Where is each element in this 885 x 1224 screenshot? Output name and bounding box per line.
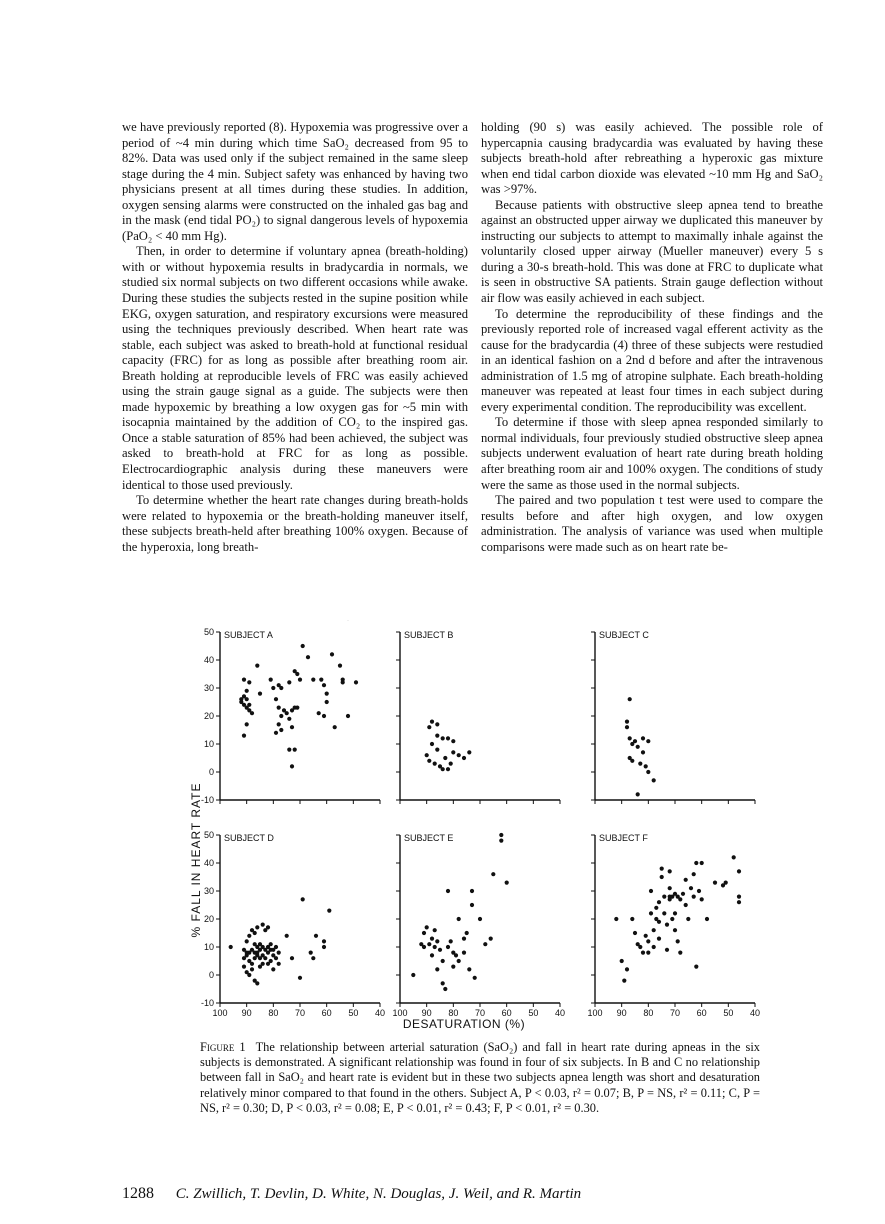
data-point bbox=[470, 889, 474, 893]
data-point bbox=[446, 889, 450, 893]
data-point bbox=[684, 878, 688, 882]
data-point bbox=[638, 945, 642, 949]
data-point bbox=[322, 683, 326, 687]
panel-title: SUBJECT C bbox=[599, 630, 649, 640]
x-tick-label: 60 bbox=[501, 1008, 512, 1018]
data-point bbox=[732, 855, 736, 859]
data-point bbox=[354, 680, 358, 684]
data-point bbox=[654, 906, 658, 910]
data-point bbox=[681, 892, 685, 896]
data-point bbox=[478, 917, 482, 921]
data-point bbox=[422, 931, 426, 935]
data-point bbox=[261, 923, 265, 927]
data-point bbox=[255, 664, 259, 668]
paragraph: The paired and two population t test were used to compare the results before and after high oxygen, and low oxygen administration. The analysis of variance was used when multiple comparisons were made such as on heart rate be- bbox=[481, 493, 823, 554]
data-point bbox=[697, 889, 701, 893]
data-point bbox=[644, 764, 648, 768]
data-point bbox=[290, 764, 294, 768]
data-point bbox=[317, 711, 321, 715]
data-point bbox=[470, 903, 474, 907]
scatter-panel bbox=[587, 833, 760, 1018]
data-point bbox=[322, 945, 326, 949]
data-point bbox=[636, 792, 640, 796]
data-point bbox=[673, 911, 677, 915]
right-column bbox=[481, 120, 823, 555]
data-point bbox=[309, 951, 313, 955]
data-point bbox=[451, 739, 455, 743]
data-point bbox=[425, 925, 429, 929]
data-point bbox=[451, 750, 455, 754]
data-point bbox=[274, 956, 278, 960]
scatter-panel bbox=[396, 630, 560, 804]
data-point bbox=[505, 881, 509, 885]
data-point bbox=[705, 917, 709, 921]
data-point bbox=[686, 917, 690, 921]
data-point bbox=[646, 739, 650, 743]
panels bbox=[201, 620, 760, 1018]
data-point bbox=[247, 973, 251, 977]
x-tick-label: 40 bbox=[554, 1008, 566, 1018]
y-tick-label: 0 bbox=[208, 767, 214, 777]
data-point bbox=[646, 770, 650, 774]
data-point bbox=[630, 917, 634, 921]
data-point bbox=[430, 953, 434, 957]
data-point bbox=[435, 748, 439, 752]
data-point bbox=[620, 959, 624, 963]
data-point bbox=[641, 750, 645, 754]
paragraph: To determine whether the heart rate changes during breath-holds were related to hypoxemia or the breath-holding maneuver itself, these subjects breath-held after breathing 100% oxygen. Because of the hyperoxia, long breath- bbox=[122, 493, 468, 554]
data-point bbox=[311, 678, 315, 682]
data-point bbox=[692, 895, 696, 899]
data-point bbox=[266, 925, 270, 929]
data-point bbox=[499, 833, 503, 837]
data-point bbox=[657, 937, 661, 941]
data-point bbox=[451, 965, 455, 969]
data-point bbox=[670, 917, 674, 921]
data-point bbox=[287, 680, 291, 684]
data-point bbox=[446, 945, 450, 949]
data-point bbox=[665, 948, 669, 952]
data-point bbox=[737, 900, 741, 904]
data-point bbox=[298, 976, 302, 980]
data-point bbox=[263, 956, 267, 960]
data-point bbox=[449, 762, 453, 766]
data-point bbox=[614, 917, 618, 921]
data-point bbox=[285, 934, 289, 938]
data-point bbox=[694, 861, 698, 865]
x-tick-label: 60 bbox=[321, 1008, 332, 1018]
x-tick-label: 100 bbox=[587, 1008, 603, 1018]
data-point bbox=[433, 945, 437, 949]
y-axis-label: % FALL IN HEART RATE bbox=[189, 782, 203, 938]
data-point bbox=[250, 962, 254, 966]
data-point bbox=[242, 678, 246, 682]
data-point bbox=[462, 756, 466, 760]
data-point bbox=[441, 959, 445, 963]
data-point bbox=[255, 925, 259, 929]
scatter-panel bbox=[392, 833, 565, 1018]
data-point bbox=[660, 875, 664, 879]
data-point bbox=[314, 934, 318, 938]
data-point bbox=[625, 967, 629, 971]
data-point bbox=[285, 711, 289, 715]
x-tick-label: 100 bbox=[212, 1008, 228, 1018]
panel-title: SUBJECT B bbox=[404, 630, 454, 640]
x-tick-label: 90 bbox=[421, 1008, 432, 1018]
data-point bbox=[622, 979, 626, 983]
x-tick-label: 50 bbox=[348, 1008, 359, 1018]
y-tick-label: 20 bbox=[203, 914, 214, 924]
data-point bbox=[662, 911, 666, 915]
x-tick-label: 80 bbox=[448, 1008, 459, 1018]
paragraph: To determine the reproducibility of these findings and the previously reported role of increased vagal efferent activity as the cause for the bradycardia (4) three of these subjects were restudied in an identical fashion on a 2nd d before and after the intravenous administration of 1.5 mg of atropine sulphate. Each breath-holding maneuver was repeated at least four times in each subject during every experimental condition. The reproducibility was excellent. bbox=[481, 306, 823, 414]
data-point bbox=[491, 872, 495, 876]
data-point bbox=[250, 967, 254, 971]
data-point bbox=[325, 700, 329, 704]
data-point bbox=[250, 711, 254, 715]
data-point bbox=[245, 689, 249, 693]
panel-title: SUBJECT D bbox=[224, 833, 274, 843]
data-point bbox=[290, 725, 294, 729]
data-point bbox=[676, 939, 680, 943]
scatter-panel bbox=[201, 830, 385, 1018]
data-point bbox=[269, 942, 273, 946]
y-tick-label: 40 bbox=[203, 858, 214, 868]
y-tick-label: 30 bbox=[203, 683, 214, 693]
x-tick-label: 50 bbox=[528, 1008, 539, 1018]
data-point bbox=[649, 889, 653, 893]
x-tick-label: 70 bbox=[294, 1008, 306, 1018]
left-column bbox=[122, 120, 468, 555]
data-point bbox=[665, 923, 669, 927]
panel-title: SUBJECT F bbox=[599, 833, 648, 843]
x-tick-label: 40 bbox=[374, 1008, 386, 1018]
x-tick-label: 70 bbox=[669, 1008, 681, 1018]
data-point bbox=[245, 722, 249, 726]
data-point bbox=[641, 736, 645, 740]
y-tick-label: 40 bbox=[203, 655, 214, 665]
data-point bbox=[678, 897, 682, 901]
data-point bbox=[628, 697, 632, 701]
data-point bbox=[467, 967, 471, 971]
data-point bbox=[430, 742, 434, 746]
data-point bbox=[330, 652, 334, 656]
data-point bbox=[271, 686, 275, 690]
y-tick-label: -10 bbox=[200, 998, 214, 1008]
data-point bbox=[430, 937, 434, 941]
data-point bbox=[633, 739, 637, 743]
data-point bbox=[293, 748, 297, 752]
data-point bbox=[668, 886, 672, 890]
data-point bbox=[245, 951, 249, 955]
data-point bbox=[641, 951, 645, 955]
x-axis-label: DESATURATION (%) bbox=[402, 1017, 526, 1031]
data-point bbox=[287, 717, 291, 721]
data-point bbox=[242, 734, 246, 738]
data-point bbox=[346, 714, 350, 718]
data-point bbox=[646, 939, 650, 943]
y-tick-label: -10 bbox=[200, 795, 214, 805]
data-point bbox=[427, 942, 431, 946]
x-tick-label: 80 bbox=[643, 1008, 654, 1018]
data-point bbox=[433, 762, 437, 766]
data-point bbox=[633, 931, 637, 935]
data-point bbox=[253, 931, 257, 935]
data-point bbox=[689, 886, 693, 890]
data-point bbox=[435, 939, 439, 943]
data-point bbox=[427, 759, 431, 763]
data-point bbox=[435, 722, 439, 726]
data-point bbox=[441, 736, 445, 740]
data-point bbox=[338, 664, 342, 668]
data-point bbox=[630, 759, 634, 763]
data-point bbox=[279, 714, 283, 718]
data-point bbox=[684, 903, 688, 907]
data-point bbox=[454, 953, 458, 957]
x-tick-label: 60 bbox=[696, 1008, 707, 1018]
data-point bbox=[229, 945, 233, 949]
data-point bbox=[242, 965, 246, 969]
data-point bbox=[322, 939, 326, 943]
paragraph: Because patients with obstructive sleep apnea tend to breathe against an obstructed upper airway we duplicated this maneuver by instructing our subjects to attempt to maximally inhale against the voluntarily closed upper airway (Mueller maneuver) every 5 s during a 30-s breath-hold. This was done at FRC to duplicate what is seen in obstructive SA patients. Strain gauge deflection without air flow was easily achieved in each subject. bbox=[481, 197, 823, 306]
data-point bbox=[295, 706, 299, 710]
data-point bbox=[673, 928, 677, 932]
data-point bbox=[652, 778, 656, 782]
x-tick-label: 100 bbox=[392, 1008, 408, 1018]
scatter-panel bbox=[591, 630, 755, 804]
data-point bbox=[247, 680, 251, 684]
data-point bbox=[258, 692, 262, 696]
data-point bbox=[457, 917, 461, 921]
data-point bbox=[301, 644, 305, 648]
data-point bbox=[657, 920, 661, 924]
data-point bbox=[433, 928, 437, 932]
data-point bbox=[443, 756, 447, 760]
data-point bbox=[279, 728, 283, 732]
data-point bbox=[652, 928, 656, 932]
data-point bbox=[625, 725, 629, 729]
figure-scatter-panels bbox=[180, 620, 780, 1040]
data-point bbox=[261, 962, 265, 966]
paragraph: we have previously reported (8). Hypoxemia was progressive over a period of ~4 min during which time SaO₂ decreased from 95 to 82%. Data was used only if the subject remained in the same sleep stage during the 4 min. Subject safety was enhanced by having two physicians present at all times during these studies. In addition, oxygen sensing alarms were constructed on the inhaled gas bag and in the mask (end tidal PO₂) to signal dangerous levels of hypoxemia (PaO₂ < 40 mm Hg). bbox=[122, 120, 468, 243]
x-tick-label: 90 bbox=[241, 1008, 252, 1018]
data-point bbox=[443, 987, 447, 991]
data-point bbox=[737, 869, 741, 873]
data-point bbox=[660, 867, 664, 871]
data-point bbox=[700, 897, 704, 901]
data-point bbox=[430, 720, 434, 724]
data-point bbox=[657, 900, 661, 904]
data-point bbox=[489, 937, 493, 941]
x-tick-label: 50 bbox=[723, 1008, 734, 1018]
data-point bbox=[245, 697, 249, 701]
paragraph: Then, in order to determine if voluntary apnea (breath-holding) with or without hypoxemia results in bradycardia in normals, we studied six normal subjects on two different occasions while awake. During these studies the subjects rested in the supine position while EKG, oxygen saturation, and respiratory excursions were measured using the techniques previously described. When heart rate was stable, each subject was asked to breath-hold at functional residual capacity (FRC) for as long as possible after breathing room air. Breath holding at reproducible levels of FRC was easily achieved using the strain gauge signal as a guide. The subjects were then made hypoxemic by breathing a low oxygen gas for ~5 min with isocapnia maintained by the addition of CO₂ to the inspired gas. Once a stable saturation of 85% had been achieved, the subject was asked to breath-hold at FRC for as long as possible. Electrocardiographic analysis during these maneuvers were identical to those used previously. bbox=[122, 244, 468, 492]
data-point bbox=[457, 959, 461, 963]
data-point bbox=[327, 909, 331, 913]
data-point bbox=[662, 895, 666, 899]
data-point bbox=[449, 939, 453, 943]
data-point bbox=[438, 948, 442, 952]
data-point bbox=[649, 911, 653, 915]
data-point bbox=[274, 731, 278, 735]
data-point bbox=[644, 934, 648, 938]
data-point bbox=[311, 956, 315, 960]
caption-text: The relationship between arterial saturation (SaO₂) and fall in heart rate during apneas in the six subjects is demonstrated. A significant relationship was found in four of six subjects. In B and C no relationship between fall in SaO₂ and heart rate is evident but in these two subjects apnea length was short and desaturation relatively minor compared to that found in the others. Subject A, P < 0.03, r² = 0.07; B, P = NS, r² = 0.11; C, P = NS, r² = 0.30; D, P < 0.03, r² = 0.08; E, P < 0.01, r² = 0.43; F, P < 0.01, r² = 0.30. bbox=[200, 1040, 760, 1115]
panel-title: SUBJECT E bbox=[404, 833, 454, 843]
data-point bbox=[269, 959, 273, 963]
data-point bbox=[435, 734, 439, 738]
data-point bbox=[341, 680, 345, 684]
data-point bbox=[422, 945, 426, 949]
x-tick-label: 40 bbox=[749, 1008, 761, 1018]
page-footer bbox=[122, 1185, 581, 1203]
data-point bbox=[678, 951, 682, 955]
data-point bbox=[287, 748, 291, 752]
data-point bbox=[255, 981, 259, 985]
data-point bbox=[325, 692, 329, 696]
data-point bbox=[274, 945, 278, 949]
paragraph: To determine if those with sleep apnea responded similarly to normal individuals, four previously studied obstructive sleep apnea subjects underwent evaluation of heart rate during breath holding after breathing room air and 100% oxygen. The conditions of study were the same as those used in the normal subjects. bbox=[481, 415, 823, 492]
data-point bbox=[277, 951, 281, 955]
data-point bbox=[245, 939, 249, 943]
data-point bbox=[427, 725, 431, 729]
data-point bbox=[692, 872, 696, 876]
y-tick-label: 10 bbox=[203, 942, 214, 952]
y-tick-label: 50 bbox=[203, 830, 214, 840]
data-point bbox=[319, 678, 323, 682]
data-point bbox=[668, 869, 672, 873]
y-tick-label: 30 bbox=[203, 886, 214, 896]
data-point bbox=[638, 762, 642, 766]
data-point bbox=[646, 951, 650, 955]
data-point bbox=[462, 937, 466, 941]
y-tick-label: 0 bbox=[208, 970, 214, 980]
data-point bbox=[446, 767, 450, 771]
data-point bbox=[242, 956, 246, 960]
paragraph: holding (90 s) was easily achieved. The possible role of hypercapnia causing bradycardia was evaluated by having these subjects breath-hold after rebreathing a hyperoxic gas mixture when end tidal carbon dioxide was elevated ~10 mm Hg and SaO₂ was >97%. bbox=[481, 120, 823, 197]
x-tick-label: 80 bbox=[268, 1008, 279, 1018]
data-point bbox=[467, 750, 471, 754]
data-point bbox=[700, 861, 704, 865]
author-line: C. Zwillich, T. Devlin, D. White, N. Douglas, J. Weil, and R. Martin bbox=[175, 1186, 582, 1202]
figure-caption bbox=[200, 1040, 760, 1116]
data-point bbox=[271, 967, 275, 971]
scatter-panel bbox=[201, 620, 380, 805]
data-point bbox=[462, 951, 466, 955]
data-point bbox=[652, 945, 656, 949]
y-tick-label: 10 bbox=[203, 739, 214, 749]
data-point bbox=[295, 672, 299, 676]
data-point bbox=[694, 965, 698, 969]
data-point bbox=[277, 962, 281, 966]
data-point bbox=[441, 767, 445, 771]
data-point bbox=[258, 956, 262, 960]
data-point bbox=[446, 736, 450, 740]
data-point bbox=[625, 720, 629, 724]
data-point bbox=[713, 881, 717, 885]
data-point bbox=[274, 697, 278, 701]
x-tick-label: 70 bbox=[474, 1008, 486, 1018]
data-point bbox=[628, 736, 632, 740]
data-point bbox=[279, 686, 283, 690]
data-point bbox=[269, 678, 273, 682]
data-point bbox=[301, 897, 305, 901]
data-point bbox=[465, 931, 469, 935]
data-point bbox=[441, 981, 445, 985]
data-point bbox=[435, 967, 439, 971]
data-point bbox=[499, 839, 503, 843]
data-point bbox=[636, 745, 640, 749]
data-point bbox=[473, 976, 477, 980]
data-point bbox=[483, 942, 487, 946]
data-point bbox=[322, 714, 326, 718]
x-tick-label: 90 bbox=[616, 1008, 627, 1018]
data-point bbox=[333, 725, 337, 729]
data-point bbox=[247, 934, 251, 938]
data-point bbox=[737, 895, 741, 899]
data-point bbox=[457, 753, 461, 757]
y-tick-label: 50 bbox=[203, 627, 214, 637]
y-tick-label: 20 bbox=[203, 711, 214, 721]
data-point bbox=[411, 973, 415, 977]
panel-title: SUBJECT A bbox=[224, 630, 273, 640]
data-point bbox=[298, 678, 302, 682]
caption-lead: Figure 1 bbox=[200, 1040, 246, 1054]
data-point bbox=[277, 706, 281, 710]
data-point bbox=[306, 655, 310, 659]
data-point bbox=[724, 881, 728, 885]
data-point bbox=[290, 956, 294, 960]
page-number: 1288 bbox=[122, 1185, 154, 1202]
data-point bbox=[277, 722, 281, 726]
data-point bbox=[425, 753, 429, 757]
